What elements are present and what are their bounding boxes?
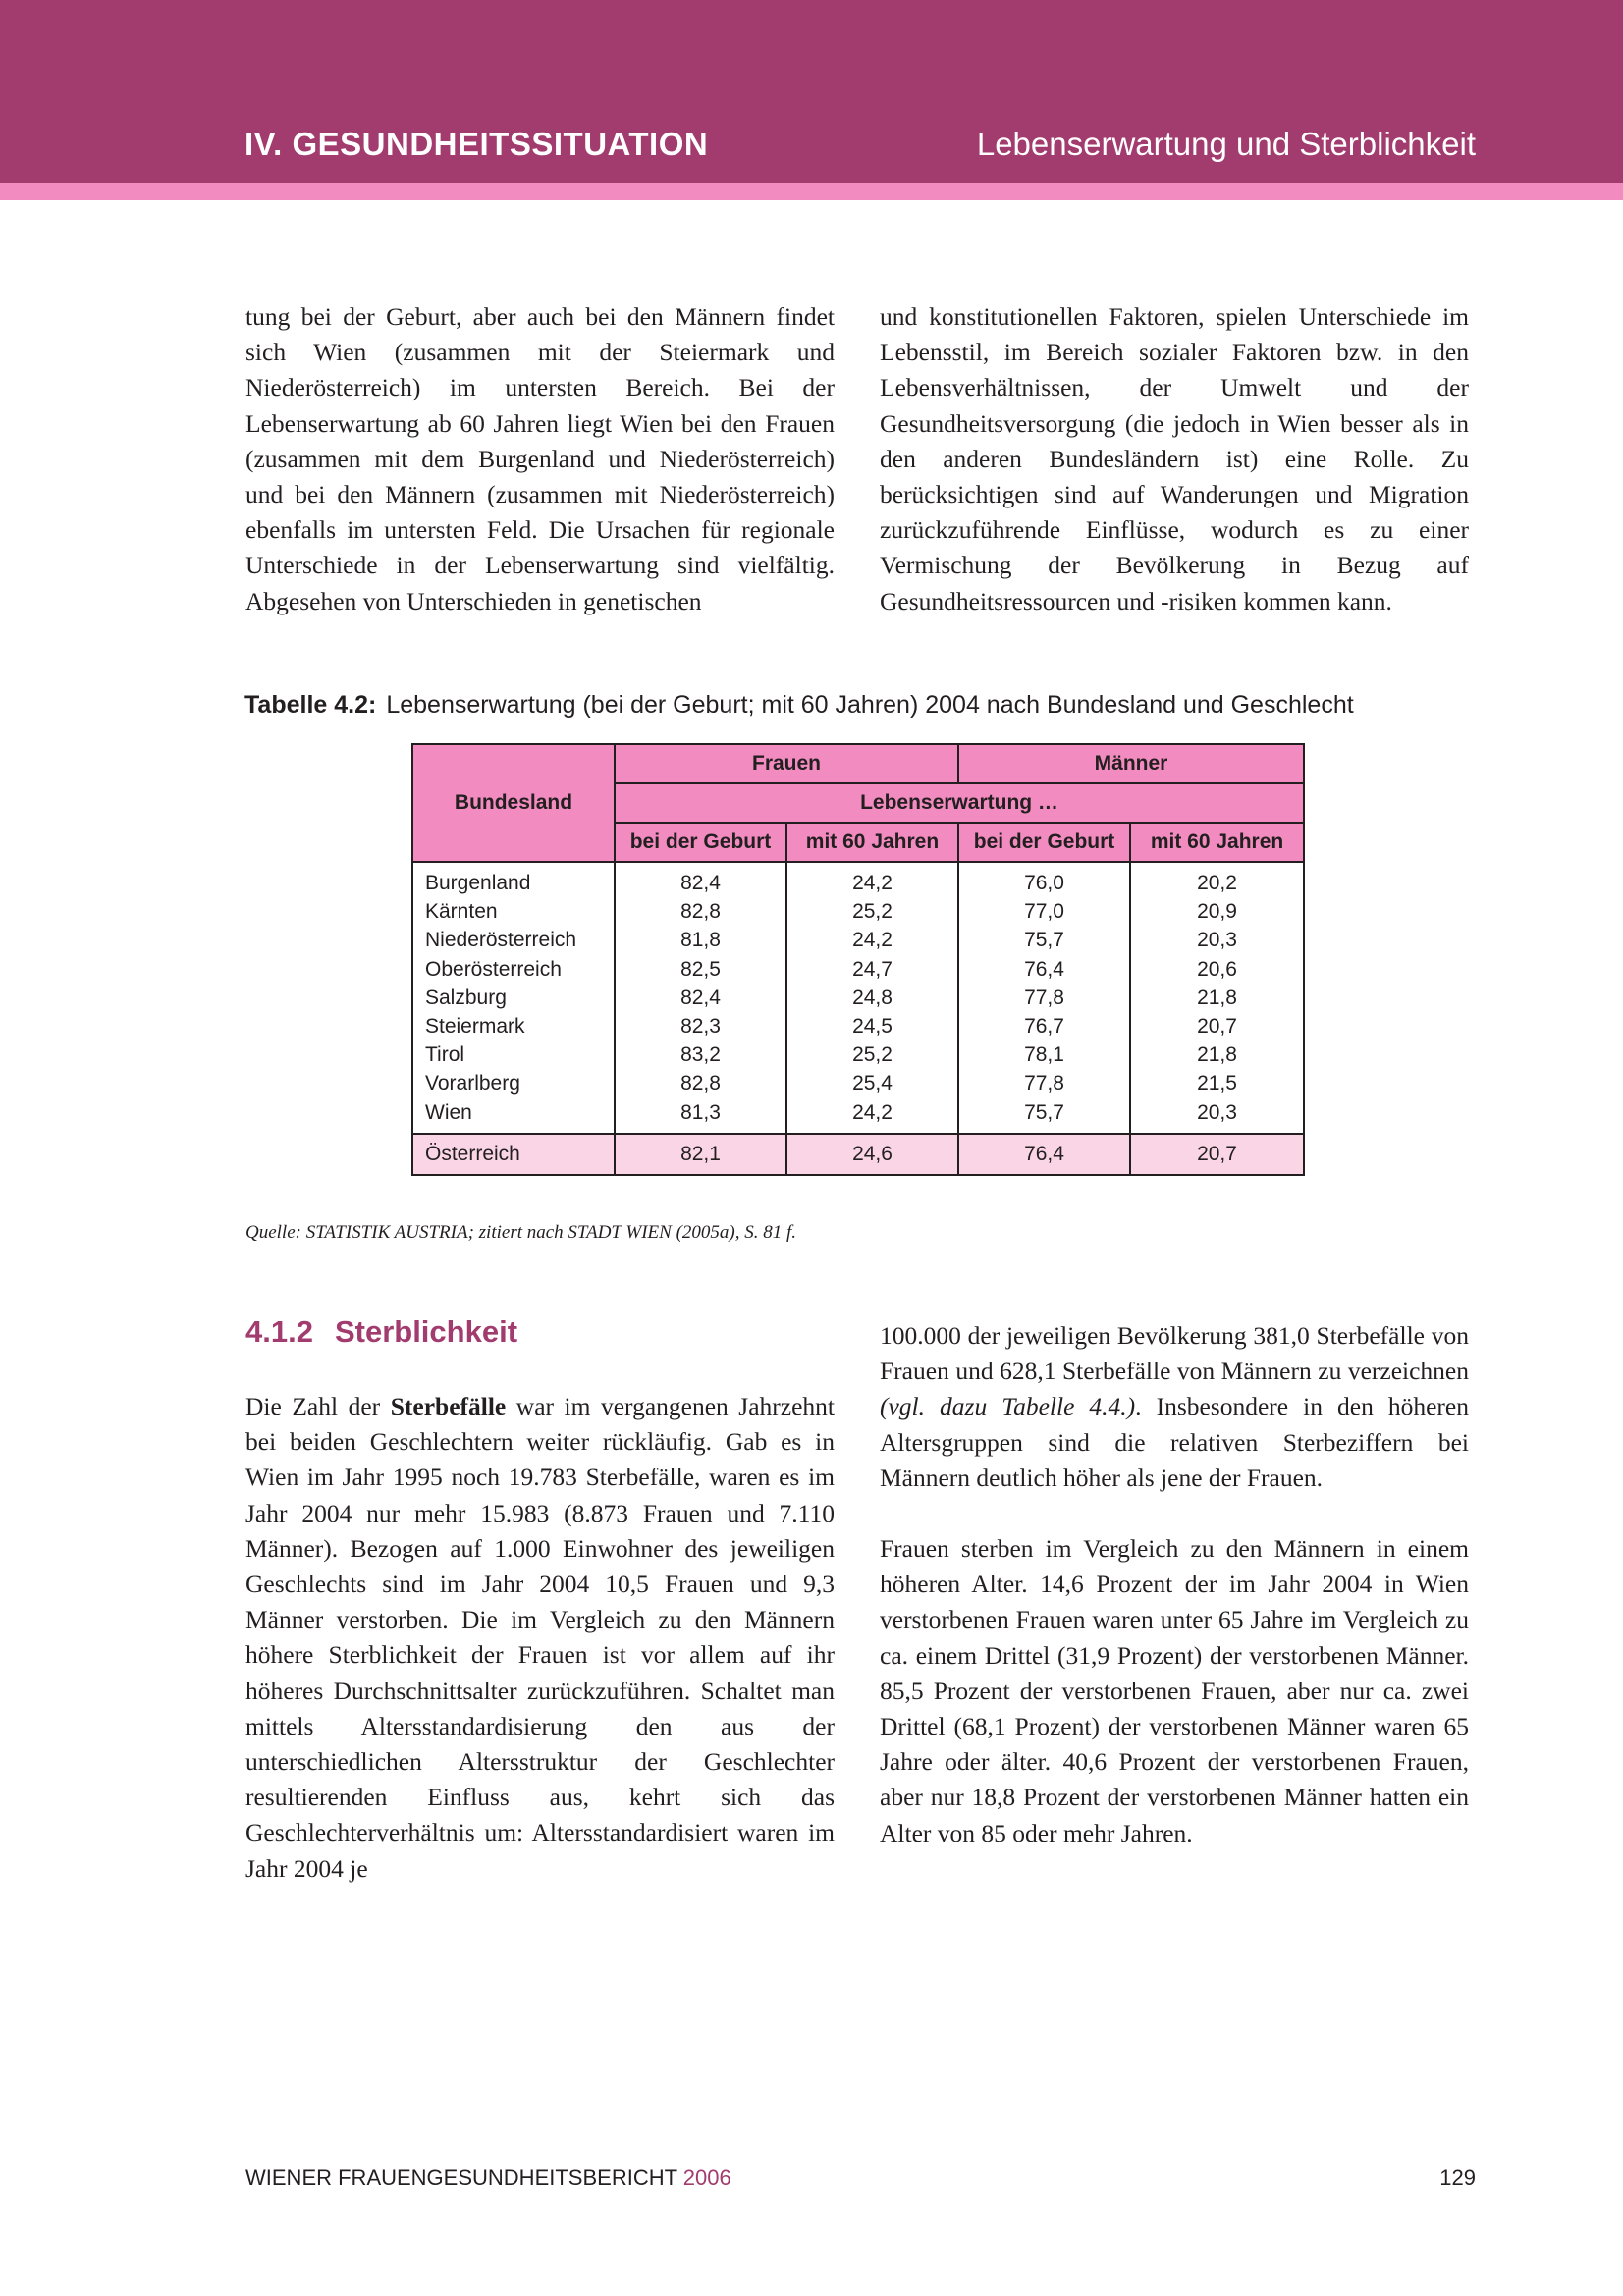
table-caption-text: Lebenserwartung (bei der Geburt; mit 60 Jahren) 2004 nach Bundesland und Geschlecht bbox=[386, 691, 1354, 719]
cell-value: 77,8 bbox=[958, 1069, 1130, 1097]
section-heading bbox=[245, 1314, 517, 1350]
cell-value: 24,2 bbox=[786, 862, 958, 897]
table-row bbox=[412, 1069, 1304, 1097]
col-header-frauen-geburt: bei der Geburt bbox=[615, 823, 786, 862]
cell-bundesland: Wien bbox=[412, 1098, 615, 1134]
cell-bundesland: Tirol bbox=[412, 1041, 615, 1069]
cell-value-total: 20,7 bbox=[1130, 1134, 1304, 1175]
cell-value: 82,3 bbox=[615, 1012, 786, 1041]
table-row bbox=[412, 926, 1304, 954]
cell-value: 76,4 bbox=[958, 955, 1130, 984]
cell-value: 82,4 bbox=[615, 862, 786, 897]
cell-value-total: 82,1 bbox=[615, 1134, 786, 1175]
cell-value: 20,7 bbox=[1130, 1012, 1304, 1041]
body-right-text-post: . Insbesondere in den höheren Altersgruppen sind die relativen Sterbeziffern bei Männern deutlich höher als jene der Frauen. bbox=[880, 1392, 1469, 1492]
col-header-frauen: Frauen bbox=[615, 744, 958, 783]
cell-value-total: 24,6 bbox=[786, 1134, 958, 1175]
cell-value: 82,8 bbox=[615, 897, 786, 926]
body-left-text-bold: Sterbefälle bbox=[390, 1392, 507, 1420]
cell-bundesland: Niederösterreich bbox=[412, 926, 615, 954]
cell-value: 24,2 bbox=[786, 1098, 958, 1134]
cell-value: 21,8 bbox=[1130, 1041, 1304, 1069]
table-caption-label: Tabelle 4.2: bbox=[244, 691, 377, 719]
table-row bbox=[412, 984, 1304, 1012]
table-row bbox=[412, 1041, 1304, 1069]
life-expectancy-table bbox=[411, 743, 1305, 1176]
cell-value: 76,7 bbox=[958, 1012, 1130, 1041]
cell-value-total: 76,4 bbox=[958, 1134, 1130, 1175]
cell-bundesland: Oberösterreich bbox=[412, 955, 615, 984]
col-header-lebenserwartung: Lebenserwartung … bbox=[615, 783, 1304, 823]
cell-value: 25,2 bbox=[786, 897, 958, 926]
body-right-paragraph-1 bbox=[880, 1318, 1469, 1496]
section-title: Sterblichkeit bbox=[334, 1314, 518, 1349]
body-left-paragraph bbox=[245, 1389, 835, 1887]
cell-value: 21,5 bbox=[1130, 1069, 1304, 1097]
cell-value: 24,5 bbox=[786, 1012, 958, 1041]
cell-value: 82,8 bbox=[615, 1069, 786, 1097]
table-row bbox=[412, 955, 1304, 984]
cell-value: 24,2 bbox=[786, 926, 958, 954]
cell-value: 20,2 bbox=[1130, 862, 1304, 897]
body-left-text-pre: Die Zahl der bbox=[245, 1392, 391, 1420]
cell-value: 82,5 bbox=[615, 955, 786, 984]
cell-bundesland-total: Österreich bbox=[412, 1134, 615, 1175]
col-header-frauen-60: mit 60 Jahren bbox=[786, 823, 958, 862]
intro-right-column bbox=[880, 299, 1469, 619]
body-right-text-pre: 100.000 der jeweiligen Bevölkerung 381,0 Sterbefälle von Frauen und 628,1 Sterbefälle von Männern zu verzeichnen bbox=[880, 1321, 1469, 1386]
cell-bundesland: Burgenland bbox=[412, 862, 615, 897]
table-row bbox=[412, 1012, 1304, 1041]
table-row bbox=[412, 897, 1304, 926]
cell-value: 20,6 bbox=[1130, 955, 1304, 984]
section-topic: Lebenserwartung und Sterblichkeit bbox=[976, 126, 1476, 162]
cell-bundesland: Salzburg bbox=[412, 984, 615, 1012]
cell-bundesland: Kärnten bbox=[412, 897, 615, 926]
cell-value: 83,2 bbox=[615, 1041, 786, 1069]
body-right-paragraph-2: Frauen sterben im Vergleich zu den Männern in einem höheren Alter. 14,6 Prozent der im Jahr 2004 in Wien verstorbenen Frauen waren unter 65 Jahre im Vergleich zu ca. einem Drittel (31,9 Prozent) der verstorbenen Männer. 85,5 Prozent der verstorbenen Frauen, aber nur ca. zwei Drittel (68,1 Prozent) der verstorbenen Männer waren 65 Jahre oder älter. 40,6 Prozent der verstorbenen Frauen, aber nur 18,8 Prozent der verstorbenen Männer hatten ein Alter von 85 oder mehr Jahren. bbox=[880, 1534, 1469, 1847]
intro-left-column bbox=[245, 299, 835, 619]
table-row bbox=[412, 1098, 1304, 1134]
cell-bundesland: Steiermark bbox=[412, 1012, 615, 1041]
intro-right-paragraph: und konstitutionellen Faktoren, spielen Unterschiede im Lebensstil, im Bereich sozialer Faktoren bzw. in den Lebensverhältnissen, der Umwelt und der Gesundheitsversorgung (die jedoch in Wien besser als in den anderen Bundesländern ist) eine Rolle. Zu berücksichtigen sind auf Wanderungen und Migration zurückzuführende Einflüsse, wodurch es zu einer Vermischung der Bevölkerung in Bezug auf Gesundheitsressourcen und -risiken kommen kann. bbox=[880, 302, 1469, 615]
table-reference: (vgl. dazu Tabelle 4.4.) bbox=[880, 1392, 1136, 1421]
section-number: 4.1.2 bbox=[245, 1314, 313, 1349]
col-header-bundesland: Bundesland bbox=[412, 744, 615, 862]
cell-value: 20,3 bbox=[1130, 926, 1304, 954]
cell-value: 20,9 bbox=[1130, 897, 1304, 926]
cell-value: 75,7 bbox=[958, 1098, 1130, 1134]
body-left-column bbox=[245, 1389, 835, 1887]
body-left-text-post: war im vergangenen Jahrzehnt bei beiden Geschlechtern weiter rückläufig. Gab es in Wien im Jahr 1995 noch 19.783 Sterbefälle, waren es im Jahr 2004 nur mehr 15.983 (8.873 Frauen und 7.110 Männer). Bezogen auf 1.000 Einwohner des jeweiligen Geschlechts sind im Jahr 2004 10,5 Frauen und 9,3 Männer verstorben. Die im Vergleich zu den Männern höhere Sterblichkeit der Frauen ist vor allem auf ihr höheres Durchschnittsalter zurückzuführen. Schaltet man mittels Altersstandardisierung den aus der unterschiedlichen Altersstruktur der Geschlechter resultierenden Einfluss aus, kehrt sich das Geschlechterverhältnis um: Altersstandardisiert waren im Jahr 2004 je bbox=[245, 1392, 836, 1883]
intro-left-paragraph: tung bei der Geburt, aber auch bei den Männern findet sich Wien (zusammen mit der Steiermark und Niederösterreich) im untersten Bereich. Bei der Lebenserwartung ab 60 Jahren liegt Wien bei den Frauen (zusammen mit dem Burgenland und Niederösterreich) und bei den Männern (zusammen mit Niederösterreich) ebenfalls im untersten Feld. Die Ursachen für regionale Unterschiede in der Lebenserwartung sind vielfältig. Abgesehen von Unterschieden in genetischen bbox=[245, 302, 835, 615]
footer-report-name: WIENER FRAUENGESUNDHEITSBERICHT bbox=[245, 2165, 683, 2190]
footer-year: 2006 bbox=[682, 2165, 731, 2190]
table-row bbox=[412, 862, 1304, 897]
cell-value: 81,3 bbox=[615, 1098, 786, 1134]
col-header-maenner-60: mit 60 Jahren bbox=[1130, 823, 1304, 862]
cell-value: 82,4 bbox=[615, 984, 786, 1012]
header-stripe bbox=[0, 183, 1623, 200]
cell-value: 20,3 bbox=[1130, 1098, 1304, 1134]
table-source: Quelle: STATISTIK AUSTRIA; zitiert nach STADT WIEN (2005a), S. 81 f. bbox=[245, 1222, 797, 1243]
cell-value: 25,2 bbox=[786, 1041, 958, 1069]
cell-value: 78,1 bbox=[958, 1041, 1130, 1069]
cell-value: 24,7 bbox=[786, 955, 958, 984]
cell-value: 77,8 bbox=[958, 984, 1130, 1012]
table-caption bbox=[244, 691, 1472, 720]
col-header-maenner: Männer bbox=[958, 744, 1304, 783]
cell-value: 21,8 bbox=[1130, 984, 1304, 1012]
footer-title bbox=[245, 2165, 731, 2191]
col-header-maenner-geburt: bei der Geburt bbox=[958, 823, 1130, 862]
cell-value: 24,8 bbox=[786, 984, 958, 1012]
cell-value: 75,7 bbox=[958, 926, 1130, 954]
cell-value: 81,8 bbox=[615, 926, 786, 954]
cell-value: 25,4 bbox=[786, 1069, 958, 1097]
page-number: 129 bbox=[1439, 2165, 1476, 2190]
cell-bundesland: Vorarlberg bbox=[412, 1069, 615, 1097]
cell-value: 77,0 bbox=[958, 897, 1130, 926]
body-right-column bbox=[880, 1318, 1469, 1851]
cell-value: 76,0 bbox=[958, 862, 1130, 897]
table-total-row bbox=[412, 1134, 1304, 1175]
chapter-title: IV. GESUNDHEITSSITUATION bbox=[244, 126, 709, 162]
